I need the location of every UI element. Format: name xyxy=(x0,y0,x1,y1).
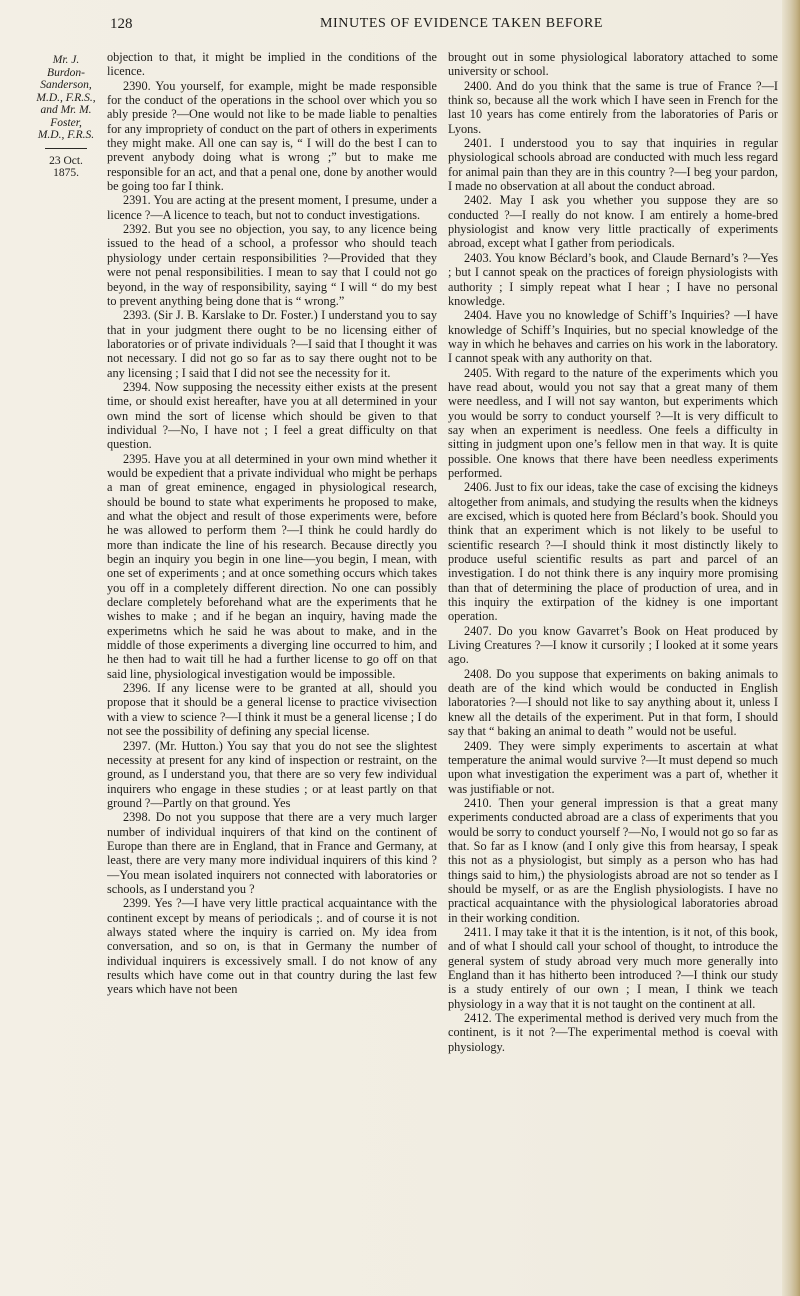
paragraph: 2400. And do you think that the same is true of France ?—I think so, because all the work which I have seen in French for the last 10 years has come entirely from the laboratories of Paris or Lyons. xyxy=(448,78,778,136)
paragraph: 2407. Do you know Gavarret’s Book on Heat produced by Living Creatures ?—I know it cursorily ; I looked at it some years ago. xyxy=(448,623,778,667)
page-number: 128 xyxy=(110,16,133,32)
witness-names: Mr. J. Burdon-Sanderson, M.D., F.R.S., and Mr. M. Foster, M.D., F.R.S. xyxy=(36,54,96,141)
paragraph: 2402. May I ask you whether you suppose they are so conducted ?—I really do not know. I am entirely a home-bred physiologist and know very little practically of experiments abroad, except what I gather from periodicals. xyxy=(448,193,778,251)
running-title: MINUTES OF EVIDENCE TAKEN BEFORE xyxy=(320,16,604,31)
paragraph: 2391. You are acting at the present moment, I presume, under a licence ?—A licence to teach, but not to conduct investigations. xyxy=(107,193,437,222)
margin-note xyxy=(36,54,96,180)
paragraph: 2390. You yourself, for example, might be made responsible for the conduct of the operations in the school over which you so ably preside ?—One would not like to be made liable to penalties for any impropriety of conduct on the part of others in experiments they might make. All one can say is, “ I will do the best I can to prevent anybody doing what is wrong ;” but to make me responsible for an act, and that a penal one, done by another would be going too far I think. xyxy=(107,78,437,194)
paragraph: 2410. Then your general impression is that a great many experiments conducted abroad are a class of experiments that you would be sorry to conduct yourself ?—No, I would not go so far as that. So far as I know (and I only give this from hearsay, I speak this not as a physiologist, but simply as a person who has had things said to him,) the physiologists abroad are not so tender as I should be myself, or as are the English physiologists. I have no practical acquaintance with the physiological laboratories abroad in their working condition. xyxy=(448,795,778,925)
paragraph: 2411. I may take it that it is the intention, is it not, of this book, and of what I should call your school of thought, to introduce the general system of study abroad very much more generally into England than it has hitherto been introduced ?—I think our study is a study entirely of our own ; I mean, I think we teach physiology in a way that it is not taught on the continent at all. xyxy=(448,924,778,1011)
margin-rule xyxy=(45,148,87,149)
paragraph: 2395. Have you at all determined in your own mind whether it would be expedient that a private individual who might be perhaps a man of great eminence, engaged in physiological research, should be bound to state what experiments he proposed to make, and what the object and result of those experiments were, before he was allowed to perform them ?—I think he could hardly do more than indicate the line of his research. Because directly you begin an inquiry you begin in one line—you begin, I mean, with one set of experiments ; and at once something occurs which takes you off in a completely different direction. No one can possibly declare completely beforehand what are the experiments that he wishes to make ; and if he began an inquiry, having made the experimetns which he said he was about to make, and in the middle of those experiments a diverging line occurred to him, and he then had to wait till he had a further license to go off on that said line, physiological investigation would be impossible. xyxy=(107,451,437,681)
page-edge xyxy=(782,0,800,1296)
paragraph: 2399. Yes ?—I have very little practical acquaintance with the continent except by means of periodicals ;. and of course it is not always stated where the inquiry is carried on. My idea from conversation, and so on, is that in Germany the number of individual inquirers is excessively small. I do not know of any results which have come out in that country during the last few years which have not been xyxy=(107,896,437,997)
paragraph: 2397. (Mr. Hutton.) You say that you do not see the slightest necessity at present for any kind of inspection or restraint, on the ground, as I understand you, that there are so very few individual inquirers who engage in these studies ; or at least partly on that ground ?—Partly on that ground. Yes xyxy=(107,738,437,810)
paragraph: brought out in some physiological laboratory attached to some university or school. xyxy=(448,50,778,79)
paragraph: 2401. I understood you to say that inquiries in regular physiological schools abroad are conducted with much less regard for animal pain than they are in this country ?—I beg your pardon, I made no observation at all about the conduct abroad. xyxy=(448,136,778,194)
paragraph: 2408. Do you suppose that experiments on baking animals to death are of the kind which would be conducted in English laboratories ?—I should not like to say anything about it, unless I knew all the details of the experiment. Put in that form, I should say that “ baking an animal to death ” would not be useful. xyxy=(448,666,778,739)
right-column xyxy=(448,50,778,1286)
paragraph: 2404. Have you no knowledge of Schiff’s Inquiries? —I have knowledge of Schiff’s Inquiries, but no special knowledge of the way in which he behaves and carries on his work in the laboratory. I cannot speak with any authority on that. xyxy=(448,308,778,366)
evidence-date: 23 Oct. 1875. xyxy=(49,154,83,179)
paragraph: 2409. They were simply experiments to ascertain at what temperature the animal would survive ?—It must depend so much upon what investigation the experiment was a part of, whether it was justifiable or not. xyxy=(448,738,778,796)
paragraph: 2405. With regard to the nature of the experiments which you have read about, would you not say that a great many of them were needless, and I will not say wanton, but experiments which you would be sorry to conduct yourself ?—It is very difficult to say when an experiment is needless. One feels a difficulty in sitting in judgment upon one’s fellow men in that way. It is quite possible. One knows that there have been needless experiments performed. xyxy=(448,365,778,480)
paragraph: 2396. If any license were to be granted at all, should you propose that it should be a general license to practice vivisection with a view to science ?—I think it must be a general license ; I do not see the possibility of defining any special license. xyxy=(107,681,437,739)
paragraph: objection to that, it might be implied in the conditions of the licence. xyxy=(107,50,437,79)
paragraph: 2392. But you see no objection, you say, to any licence being issued to the head of a school, a professor who should teach physiology under certain responsibilities ?—Provided that they were not penal responsibilities. I mean to say that I could not go beyond, in the way of responsibility, saying “ I will “ do my best to prevent anything being done that is “ wrong.” xyxy=(107,222,437,308)
paragraph: 2398. Do not you suppose that there are a very much larger number of individual inquirers of that kind on the continent of Europe than there are in England, that in France and Germany, at least, there are very many more individual inquirers of this kind ? —You mean isolated inquirers not connected with laboratories or schools, as I understand you ? xyxy=(107,810,437,896)
paragraph: 2403. You know Béclard’s book, and Claude Bernard’s ?—Yes ; but I cannot speak on the practices of foreign physiologists with authority ; I simply repeat what I hear ; I have no personal knowledge. xyxy=(448,250,778,308)
page-header xyxy=(110,16,780,40)
left-column xyxy=(107,50,437,1286)
paragraph: 2394. Now supposing the necessity either exists at the present time, or should exist hereafter, have you at all determined in your own mind the sort of license which should be given to that individual ?—No, I have not ; I feel a great difficulty on that question. xyxy=(107,379,437,452)
paragraph: 2412. The experimental method is derived very much from the continent, is it not ?—The experimental method is coeval with physiology. xyxy=(448,1011,778,1054)
paragraph: 2406. Just to fix our ideas, take the case of excising the kidneys altogether from animals, and studying the results when the kidneys are excised, which is quoted here from Béclard’s book. Should you think that an experiment which is not likely to be useful to scientific research ?—I should think it most distinctly likely to produce useful scientific results as part and parcel of an investigation. I do not think there is any inquiry more promising than that of determining the place of production of urea, and in this inquiry the extirpation of the kidney is one important operation. xyxy=(448,480,778,624)
paragraph: 2393. (Sir J. B. Karslake to Dr. Foster.) I understand you to say that in your judgment there ought to be no licensing either of laboratories or of private individuals ?—I said that I thought it was not necessary. I did not go so far as to say there ought not to be any licensing ; I said that I did not see the necessity for it. xyxy=(107,308,437,380)
